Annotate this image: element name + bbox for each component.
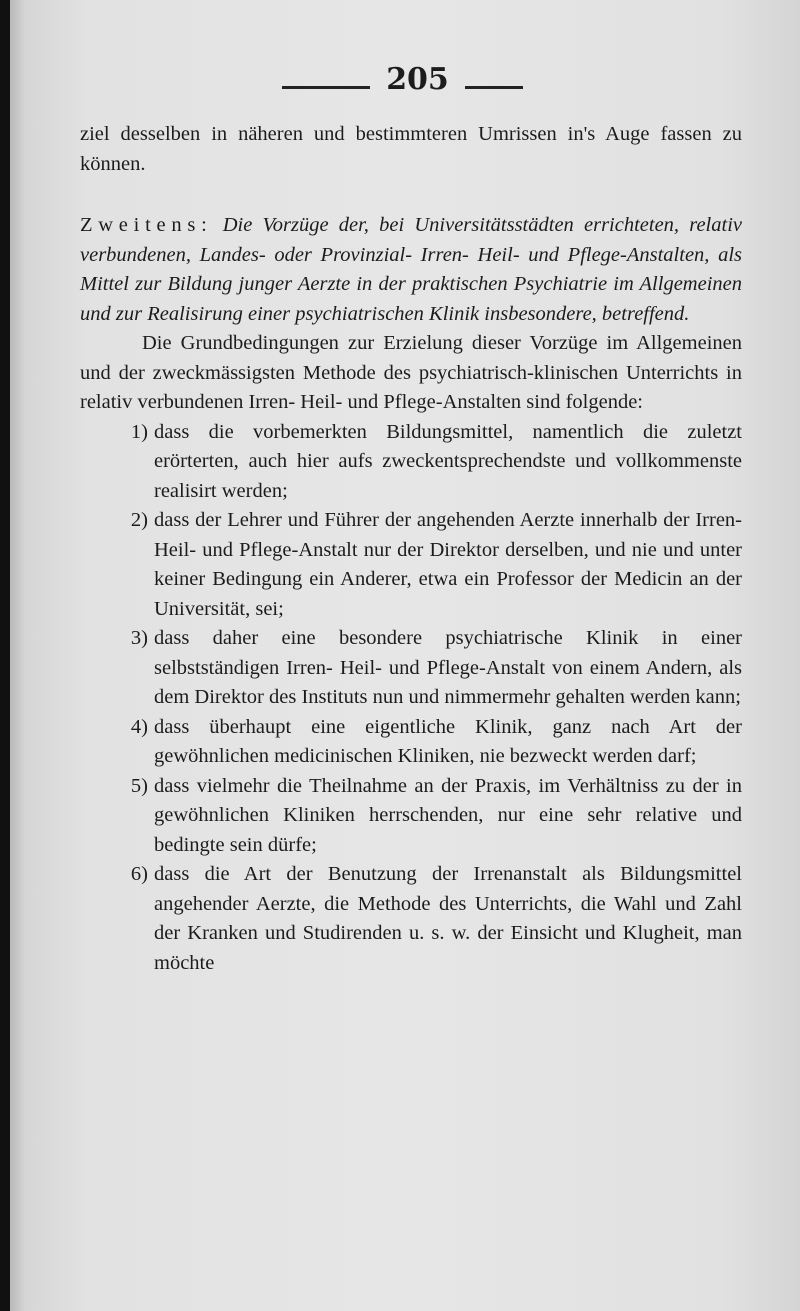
book-page <box>10 0 800 1311</box>
section-heading <box>80 211 742 329</box>
list-item <box>80 772 742 861</box>
section-label: Zweitens: <box>80 214 213 236</box>
list-item <box>80 506 742 624</box>
item-number: 4) <box>130 715 148 738</box>
item-text: dass der Lehrer und Führer der angehenden Aerzte innerhalb der Irren- Heil- und Pflege-Anstalt nur der Direktor derselben, und nie und unter keiner Bedingung ein Anderer, etwa ein Professor der Medicin an der Universität, sei; <box>154 509 742 620</box>
list-item <box>80 418 742 507</box>
item-number: 2) <box>130 509 148 531</box>
continuation-paragraph: ziel desselben in näheren und bestimmteren Umrissen in's Auge fassen zu können. <box>80 123 742 175</box>
item-text: dass daher eine besondere psychiatrische Klinik in einer selbstständigen Irren- Heil- und Pflege-Anstalt von einem Andern, als dem Direktor des Instituts nun und nimmermehr gehalten werden kann; <box>154 627 742 708</box>
item-number: 6) <box>130 863 148 885</box>
conditions-list <box>80 418 742 979</box>
section-title: Die Vorzüge der, bei Universitätsstädten errichteten, relativ verbundenen, Landes- oder Provinzial- Irren- Heil- und Pflege-Anstalten, als Mittel zur Bildung junger Aerzte in der praktischen Psychiatrie im Allgemeinen und zur Realisirung einer psychiatrischen Klinik insbesondere, betreffend. <box>80 214 742 325</box>
item-number: 5) <box>130 774 148 797</box>
item-text: dass die vorbemerkten Bildungsmittel, namentlich die zuletzt erörterten, auch hier aufs zweckentsprechendste und vollkommenste realisirt werden; <box>154 420 742 502</box>
paragraph-gap <box>80 179 742 211</box>
item-number: 1) <box>130 420 148 443</box>
intro-paragraph: Die Grundbedingungen zur Erzielung dieser Vorzüge im Allgemeinen und der zweckmässigsten Methode des psychiatrisch-klinischen Unterrichts in relativ verbundenen Irren- Heil- und Pflege-Anstalten sind folgende: <box>80 332 742 413</box>
list-item <box>80 713 742 772</box>
item-text: dass überhaupt eine eigentliche Klinik, ganz nach Art der gewöhnlichen medicinischen Kliniken, nie bezweckt werden darf; <box>154 715 742 767</box>
list-item <box>80 860 742 978</box>
header-rule-right <box>465 86 523 89</box>
item-number: 3) <box>130 627 148 649</box>
header-rule-left <box>282 86 370 89</box>
list-item <box>80 624 742 713</box>
item-text: dass die Art der Benutzung der Irrenanstalt als Bildungsmittel angehender Aerzte, die Methode des Unterrichts, die Wahl und Zahl der Kranken und Studirenden u. s. w. der Einsicht und Klugheit, man möchte <box>154 863 742 974</box>
item-text: dass vielmehr die Theilnahme an der Praxis, im Verhältniss zu der in gewöhnlichen Kliniken herrschenden, nur eine sehr relative und bedingte sein dürfe; <box>154 774 742 856</box>
page-header <box>10 62 800 102</box>
page-text <box>80 120 742 978</box>
page-number: 205 <box>386 62 449 97</box>
